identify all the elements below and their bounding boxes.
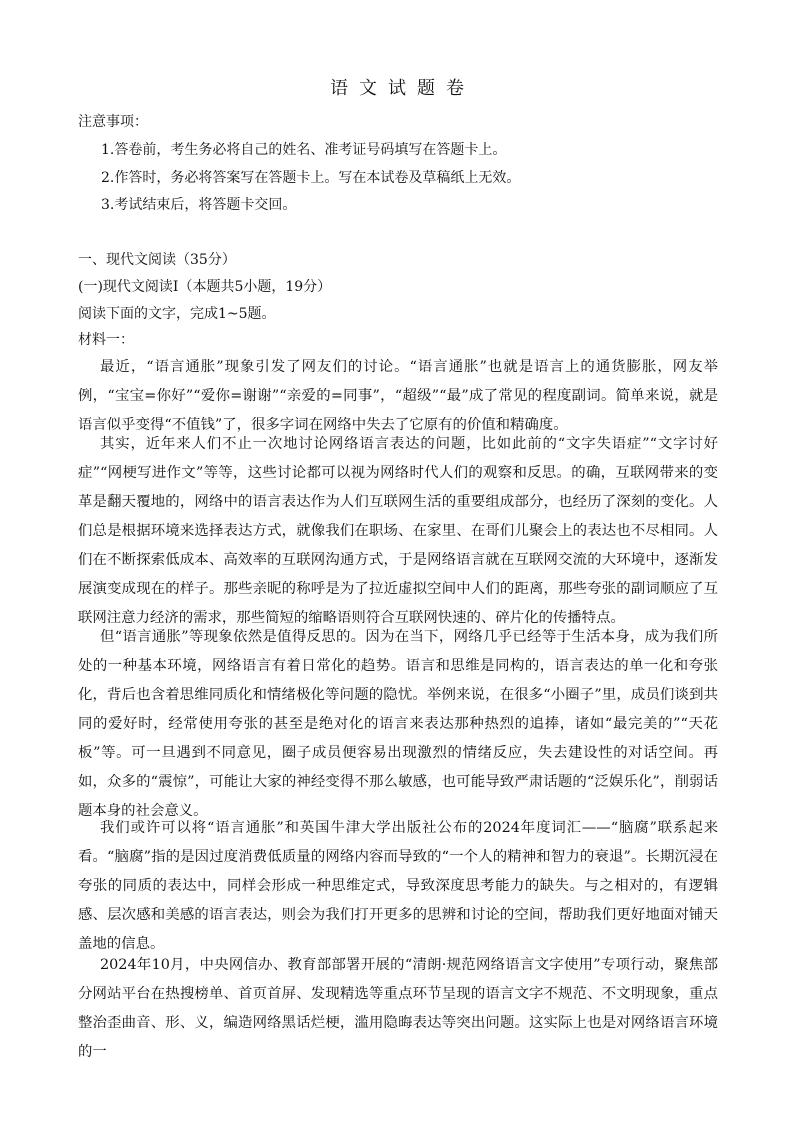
notice-item-3: 3.考试结束后，将答题卡交回。 <box>101 197 297 213</box>
paragraph-2: 其实，近年来人们不止一次地讨论网络语言表达的问题，比如此前的“文字失语症”“文字讨好症”“网梗写进作文”等等，这些讨论都可以视为网络时代人们的观察和反思。的确，互联网带来的变革是翻天覆地的，网络中的语言表达作为人们互联网生活的重要组成部分，也经历了深刻的变化。人们总是根据环境来选择表达方式，就像我们在职场、在家里、在哥们儿聚会上的表达也不尽相同。人们在不断探索低成本、高效率的互联网沟通方式，于是网络语言就在互联网交流的大环境中，逐渐发展演变成现在的样子。那些亲昵的称呼是为了拉近虚拟空间中人们的距离，那些夸张的副词顺应了互联网注意力经济的需求，那些简短的缩略语则符合互联网快速的、碎片化的传播特点。 <box>78 436 718 626</box>
paragraph-3: 但“语言通胀”等现象依然是值得反思的。因为在当下，网络几乎已经等于生活本身，成为我们所处的一种基本环境，网络语言有着日常化的趋势。语言和思维是同构的，语言表达的单一化和夸张化，背后也含着思维同质化和情绪极化等问题的隐忧。举例来说，在很多“小圈子”里，成员们谈到共同的爱好时，经常使用夸张的甚至是绝对化的语言来表达那种热烈的追捧，诸如“最完美的”“天花板”等。可一旦遇到不同意见，圈子成员便容易出现激烈的情绪反应，失去建设性的对话空间。再如，众多的“震惊”，可能让大家的神经变得不那么敏感，也可能导致严肃话题的“泛娱乐化”，削弱话题本身的社会意义。 <box>78 629 718 819</box>
notice-item-1: 1.答卷前，考生务必将自己的姓名、准考证号码填写在答题卡上。 <box>101 142 507 158</box>
section-subheading: (一)现代文阅读Ⅰ（本题共5小题，19分） <box>78 279 332 295</box>
notice-item-2: 2.作答时，务必将答案写在答题卡上。写在本试卷及草稿纸上无效。 <box>101 170 521 186</box>
reading-instruction: 阅读下面的文字，完成1~5题。 <box>78 306 276 322</box>
paragraph-5: 2024年10月，中央网信办、教育部部署开展的“清朗·规范网络语言文字使用”专项行动，聚焦部分网站平台在热搜榜单、首页首屏、发现精选等重点环节呈现的语言文字不规范、不文明现象，重点整治歪曲音、形、义，编造网络黑话烂梗，滥用隐晦表达等突出问题。这实际上也是对网络语言环境的一 <box>78 957 718 1060</box>
material-label: 材料一： <box>78 332 134 348</box>
paragraph-1: 最近，“语言通胀”现象引发了网友们的讨论。“语言通胀”也就是语言上的通货膨胀，网友举例，“宝宝=你好”“爱你=谢谢”“亲爱的=同事”，“超级”“最”成了常见的程度副词。简单来说，就是语言似乎变得“不值钱”了，很多字词在网络中失去了它原有的价值和精确度。 <box>78 359 718 433</box>
section-heading: 一、现代文阅读（35分） <box>78 252 236 268</box>
notice-heading: 注意事项： <box>78 114 148 130</box>
paragraph-4: 我们或许可以将“语言通胀”和英国牛津大学出版社公布的2024年度词汇——“脑腐”联系起来看。“脑腐”指的是因过度消费低质量的网络内容而导致的“一个人的精神和智力的衰退”。长期沉浸在夸张的同质的表达中，同样会形成一种思维定式，导致深度思考能力的缺失。与之相对的，有逻辑感、层次感和美感的语言表达，则会为我们打开更多的思辨和讨论的空间，帮助我们更好地面对铺天盖地的信息。 <box>78 820 718 952</box>
exam-title: 语文试题卷 <box>330 78 475 99</box>
